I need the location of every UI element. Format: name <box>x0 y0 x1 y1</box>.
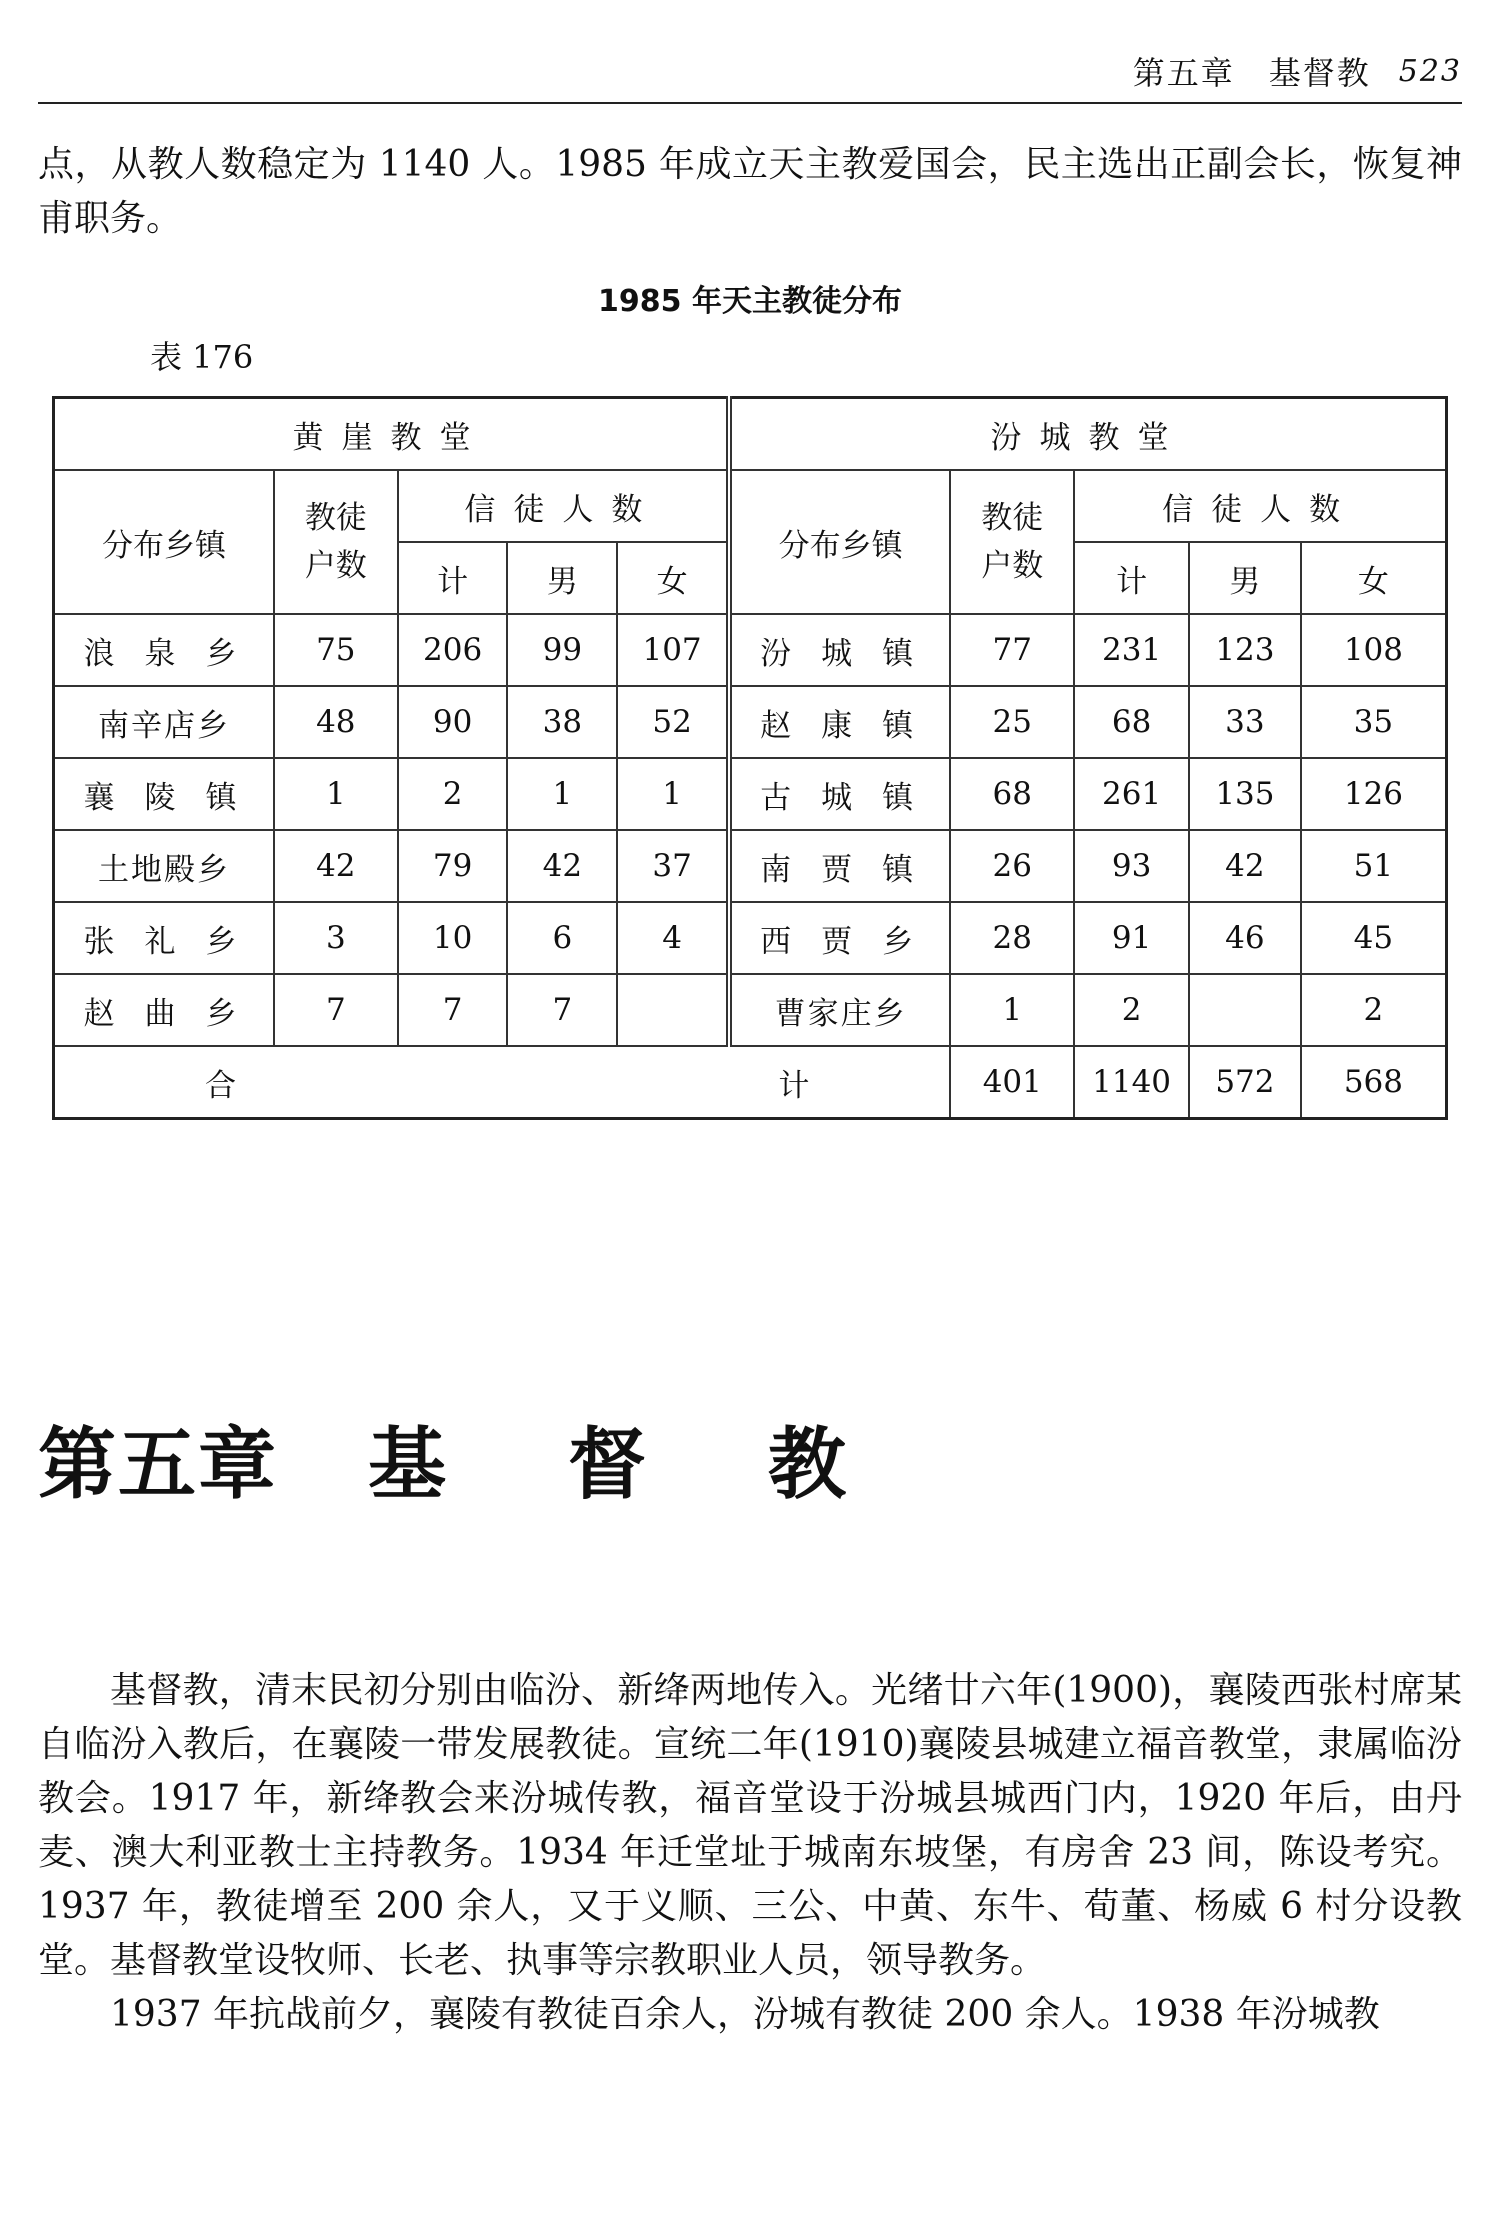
right-households: 25 <box>950 686 1074 758</box>
left-col-male: 男 <box>507 542 617 614</box>
left-female: 37 <box>617 830 729 902</box>
left-male: 38 <box>507 686 617 758</box>
right-female: 51 <box>1301 830 1447 902</box>
right-male: 123 <box>1189 614 1301 686</box>
chapter-title-char-1: 基 <box>368 1419 449 1510</box>
right-town: 南贾镇 <box>729 830 950 902</box>
table-header-row-2 <box>54 470 1447 542</box>
table-row <box>54 902 1447 974</box>
left-town: 张礼乡 <box>54 902 274 974</box>
right-male: 46 <box>1189 902 1301 974</box>
left-col-total: 计 <box>398 542 508 614</box>
right-female: 108 <box>1301 614 1447 686</box>
right-col-total: 计 <box>1074 542 1189 614</box>
sum-label-cell <box>54 1046 951 1119</box>
sum-label-1: 合 <box>205 1067 236 1104</box>
left-col-believers: 信徒人数 <box>398 470 729 542</box>
left-town: 赵曲乡 <box>54 974 274 1046</box>
table-row <box>54 686 1447 758</box>
right-church-header: 汾城教堂 <box>729 398 1447 471</box>
left-col-town: 分布乡镇 <box>54 470 274 614</box>
table-row <box>54 830 1447 902</box>
body-paragraph-1: 基督教，清末民初分别由临汾、新绛两地传入。光绪廿六年(1900)，襄陵西张村席某自临汾入教后，在襄陵一带发展教徒。宣统二年(1910)襄陵县城建立福音教堂，隶属临汾教会。1917 年，新绛教会来汾城传教，福音堂设于汾城县城西门内，1920 年后，由丹麦、澳大利亚教士主持教务。1934 年迁堂址于城南东坡堡，有房舍 23 间，陈设考究。1937 年，教徒增至 200 余人，又于义顺、三公、中黄、东牛、荀董、杨威 6 村分设教堂。基督教堂设牧师、长老、执事等宗教职业人员，领导教务。 <box>38 1670 1462 1981</box>
left-households: 1 <box>274 758 398 830</box>
body-text <box>38 1664 1462 2042</box>
left-total: 90 <box>398 686 508 758</box>
left-households: 75 <box>274 614 398 686</box>
right-households: 1 <box>950 974 1074 1046</box>
right-town: 汾城镇 <box>729 614 950 686</box>
running-head-title: 第五章 基督教 <box>1132 54 1371 92</box>
table-row <box>54 614 1447 686</box>
left-female: 4 <box>617 902 729 974</box>
right-town: 古城镇 <box>729 758 950 830</box>
right-col-female: 女 <box>1301 542 1447 614</box>
right-female: 35 <box>1301 686 1447 758</box>
distribution-table <box>52 396 1448 1120</box>
left-col-households: 教徒户数 <box>274 470 398 614</box>
chapter-title-char-3: 教 <box>768 1419 849 1510</box>
left-female: 1 <box>617 758 729 830</box>
sum-total: 1140 <box>1074 1046 1189 1119</box>
right-male: 33 <box>1189 686 1301 758</box>
right-col-believers: 信徒人数 <box>1074 470 1446 542</box>
right-col-male: 男 <box>1189 542 1301 614</box>
right-male <box>1189 974 1301 1046</box>
chapter-number: 第五章 <box>38 1419 279 1510</box>
right-female: 126 <box>1301 758 1447 830</box>
left-male: 1 <box>507 758 617 830</box>
right-male: 135 <box>1189 758 1301 830</box>
table-caption: 1985 年天主教徒分布 <box>598 284 902 319</box>
left-total: 79 <box>398 830 508 902</box>
chapter-heading <box>38 1402 848 1514</box>
right-town: 西贾乡 <box>729 902 950 974</box>
page-number: 523 <box>1398 53 1462 89</box>
left-town: 襄陵镇 <box>54 758 274 830</box>
left-town: 土地殿乡 <box>54 830 274 902</box>
running-head <box>38 40 1462 104</box>
right-total: 231 <box>1074 614 1189 686</box>
left-male: 7 <box>507 974 617 1046</box>
left-total: 206 <box>398 614 508 686</box>
right-households: 28 <box>950 902 1074 974</box>
left-col-female: 女 <box>617 542 729 614</box>
left-town: 南辛店乡 <box>54 686 274 758</box>
right-total: 68 <box>1074 686 1189 758</box>
left-town: 浪泉乡 <box>54 614 274 686</box>
left-church-header: 黄崖教堂 <box>54 398 729 471</box>
left-female: 52 <box>617 686 729 758</box>
left-households: 48 <box>274 686 398 758</box>
sum-label-2: 计 <box>778 1067 810 1104</box>
table-number: 表 176 <box>150 338 254 376</box>
right-total: 261 <box>1074 758 1189 830</box>
left-male: 42 <box>507 830 617 902</box>
right-total: 91 <box>1074 902 1189 974</box>
table-sum-row <box>54 1046 1447 1119</box>
table-header-row-1 <box>54 398 1447 471</box>
right-households: 26 <box>950 830 1074 902</box>
right-male: 42 <box>1189 830 1301 902</box>
left-households: 42 <box>274 830 398 902</box>
left-households: 3 <box>274 902 398 974</box>
right-col-town: 分布乡镇 <box>729 470 950 614</box>
right-female: 45 <box>1301 902 1447 974</box>
right-town: 曹家庄乡 <box>729 974 950 1046</box>
right-households: 68 <box>950 758 1074 830</box>
right-town: 赵康镇 <box>729 686 950 758</box>
right-total: 2 <box>1074 974 1189 1046</box>
left-households: 7 <box>274 974 398 1046</box>
right-female: 2 <box>1301 974 1447 1046</box>
left-male: 6 <box>507 902 617 974</box>
sum-female: 568 <box>1301 1046 1447 1119</box>
left-female <box>617 974 729 1046</box>
right-households: 77 <box>950 614 1074 686</box>
right-total: 93 <box>1074 830 1189 902</box>
left-female: 107 <box>617 614 729 686</box>
table-row <box>54 974 1447 1046</box>
sum-households: 401 <box>950 1046 1074 1119</box>
left-male: 99 <box>507 614 617 686</box>
table-row <box>54 758 1447 830</box>
intro-paragraph: 点，从教人数稳定为 1140 人。1985 年成立天主教爱国会，民主选出正副会长，恢复神甫职务。 <box>38 144 1462 239</box>
sum-male: 572 <box>1189 1046 1301 1119</box>
left-total: 7 <box>398 974 508 1046</box>
right-col-households: 教徒户数 <box>950 470 1074 614</box>
chapter-title-char-2: 督 <box>568 1419 649 1510</box>
body-paragraph-2: 1937 年抗战前夕，襄陵有教徒百余人，汾城有教徒 200 余人。1938 年汾城教 <box>110 1994 1380 2035</box>
left-total: 10 <box>398 902 508 974</box>
left-total: 2 <box>398 758 508 830</box>
